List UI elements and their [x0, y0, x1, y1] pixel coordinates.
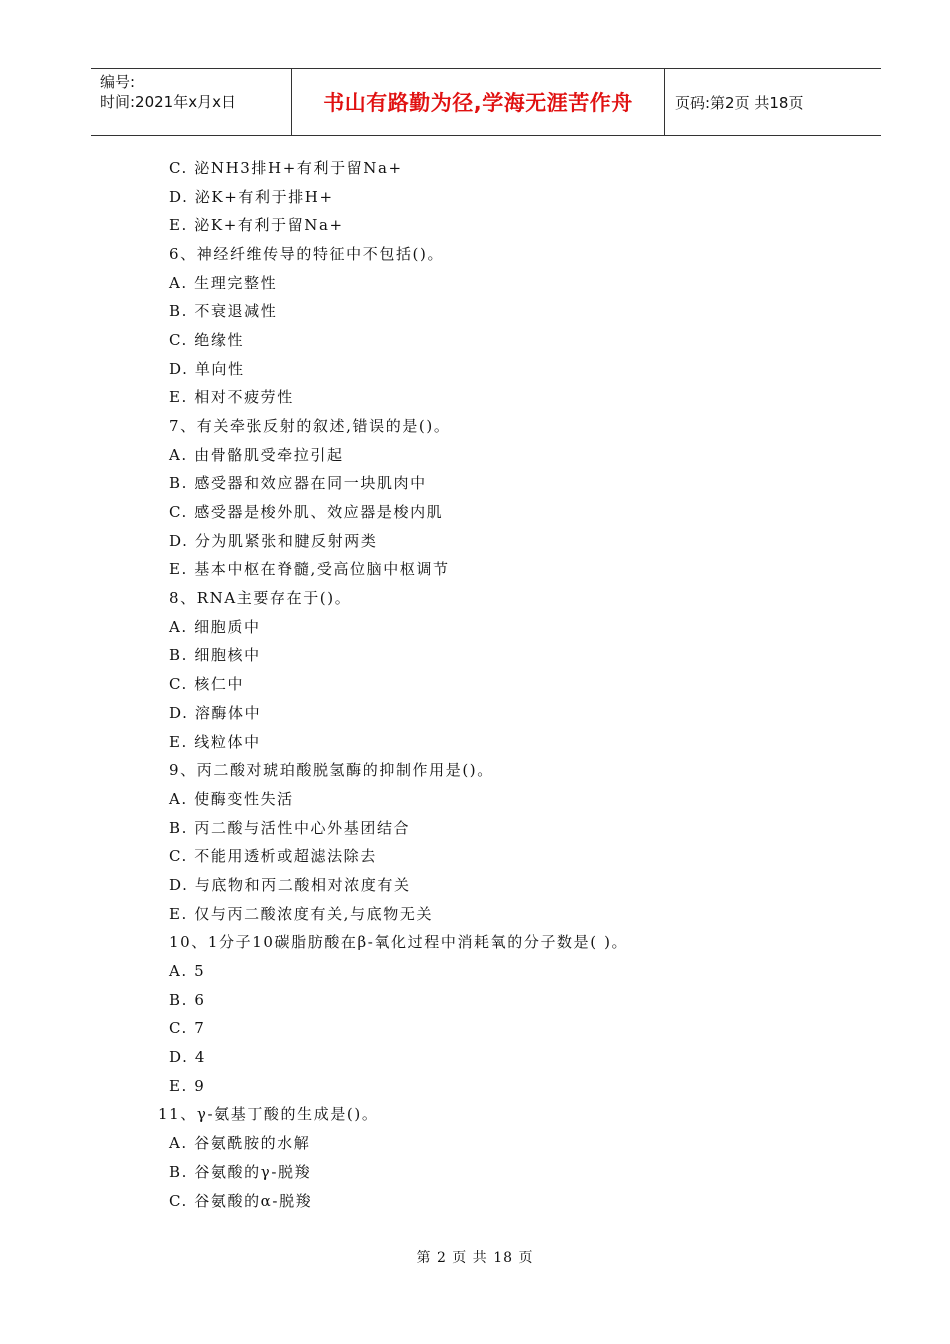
option-line: D. 泌K+有利于排H+ — [169, 188, 334, 206]
option-line: C. 泌NH3排H+有利于留Na+ — [169, 159, 403, 177]
option-line: B. 谷氨酸的γ-脱羧 — [169, 1163, 312, 1181]
question-line: 9、丙二酸对琥珀酸脱氢酶的抑制作用是()。 — [169, 761, 494, 779]
option-line: C. 核仁中 — [169, 675, 245, 693]
option-line: A. 由骨骼肌受牵拉引起 — [169, 446, 344, 464]
option-line: B. 感受器和效应器在同一块肌肉中 — [169, 474, 427, 492]
header-motto-cell — [292, 69, 665, 135]
option-line: B. 不衰退减性 — [169, 302, 278, 320]
header-meta — [91, 69, 292, 135]
question-line: 10、1分子10碳脂肪酸在β-氧化过程中消耗氧的分子数是( )。 — [169, 933, 629, 951]
option-line: C. 感受器是梭外肌、效应器是梭内肌 — [169, 503, 444, 521]
option-line: C. 不能用透析或超滤法除去 — [169, 847, 377, 865]
option-line: E. 相对不疲劳性 — [169, 388, 294, 406]
header-page-info-cell — [665, 69, 881, 135]
option-line: C. 绝缘性 — [169, 331, 245, 349]
option-line: D. 分为肌紧张和腱反射两类 — [169, 532, 378, 550]
question-line: 8、RNA主要存在于()。 — [169, 589, 352, 607]
question-line: 7、有关牵张反射的叙述,错误的是()。 — [169, 417, 451, 435]
page-info: 页码:第2页 共18页 — [675, 93, 804, 112]
option-line: C. 谷氨酸的α-脱羧 — [169, 1192, 313, 1210]
option-line: D. 单向性 — [169, 360, 245, 378]
time-label: 时间:2021年x月x日 — [100, 93, 236, 111]
option-line: A. 5 — [169, 962, 206, 980]
option-line: B. 6 — [169, 991, 206, 1009]
motto: 书山有路勤为径,学海无涯苦作舟 — [323, 91, 633, 115]
option-line: E. 仅与丙二酸浓度有关,与底物无关 — [169, 905, 434, 923]
option-line: E. 线粒体中 — [169, 733, 261, 751]
question-line: 6、神经纤维传导的特征中不包括()。 — [169, 245, 445, 263]
option-line: B. 丙二酸与活性中心外基团结合 — [169, 819, 411, 837]
option-line: A. 生理完整性 — [169, 274, 278, 292]
option-line: E. 基本中枢在脊髓,受高位脑中枢调节 — [169, 560, 450, 578]
number-label: 编号: — [100, 73, 136, 91]
option-line: D. 4 — [169, 1048, 206, 1066]
page-header — [91, 68, 881, 136]
option-line: E. 9 — [169, 1077, 206, 1095]
option-line: C. 7 — [169, 1019, 206, 1037]
option-line: A. 细胞质中 — [169, 618, 261, 636]
option-line: E. 泌K+有利于留Na+ — [169, 216, 344, 234]
option-line: D. 与底物和丙二酸相对浓度有关 — [169, 876, 411, 894]
page-footer: 第 2 页 共 18 页 — [416, 1250, 534, 1266]
question-line: 11、γ-氨基丁酸的生成是()。 — [158, 1105, 379, 1123]
option-line: A. 使酶变性失活 — [169, 790, 294, 808]
option-line: D. 溶酶体中 — [169, 704, 262, 722]
option-line: B. 细胞核中 — [169, 646, 261, 664]
option-line: A. 谷氨酰胺的水解 — [169, 1134, 311, 1152]
